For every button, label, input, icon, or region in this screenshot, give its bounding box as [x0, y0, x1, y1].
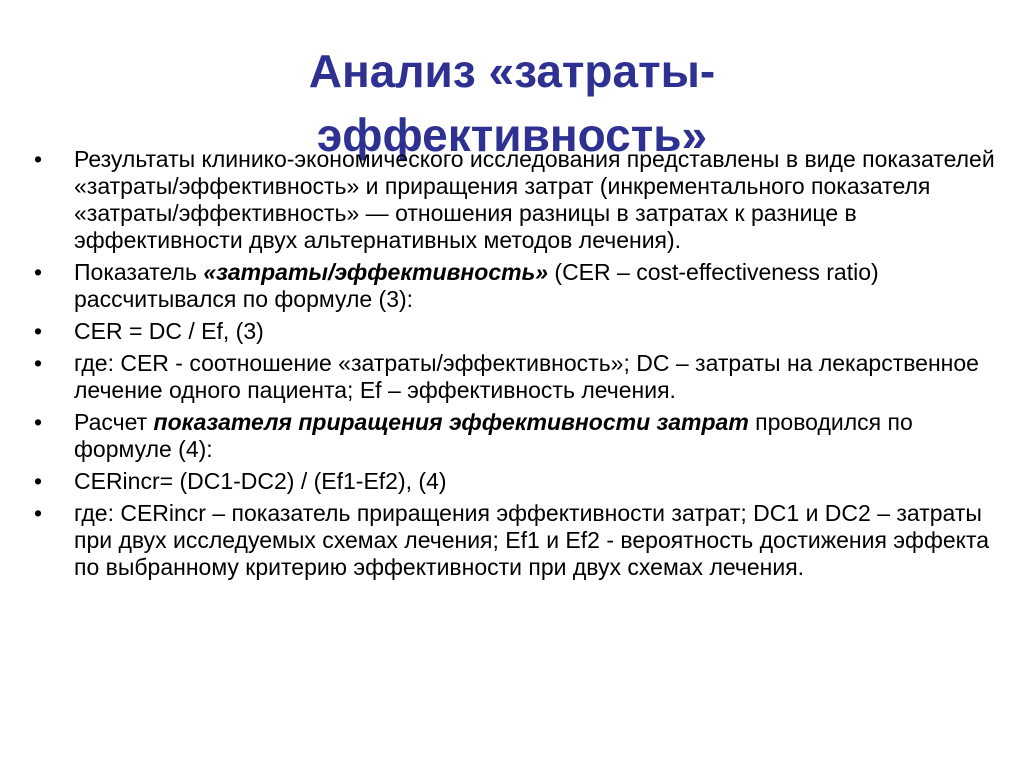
bullet-text-emphasis: «затраты/эффективность»: [203, 259, 549, 285]
bullet-text: где: CERincr – показатель приращения эффективности затрат; DC1 и DC2 – затраты при двух исследуемых схемах лечения; Ef1 и Ef2 - вероятность достижения эффекта по выбранному критерию эффективности при двух схемах лечения.: [74, 500, 990, 580]
bullet-item-incr-legend: [28, 500, 1003, 581]
bullet-text-before: Расчет: [74, 409, 154, 435]
bullet-text-before: Показатель: [74, 259, 204, 285]
bullet-item-cer-formula: [28, 318, 1003, 345]
bullet-list: [28, 146, 1003, 586]
title-line-1: Анализ «затраты-: [308, 44, 716, 97]
bullet-icon: •: [33, 409, 43, 435]
bullet-text: где: CER - соотношение «затраты/эффективность»; DC – затраты на лекарственное лечение одного пациента; Ef – эффективность лечения.: [74, 350, 979, 403]
bullet-item-results: [28, 146, 1003, 254]
bullet-icon: •: [33, 318, 43, 344]
bullet-text: CERincr= (DC1-DC2) / (Ef1-Ef2), (4): [74, 468, 447, 494]
bullet-icon: •: [33, 146, 43, 172]
bullet-item-incr-formula: [28, 468, 1003, 495]
bullet-item-cer-legend: [28, 350, 1003, 404]
bullet-text: Результаты клинико-экономического исследования представлены в виде показателей «затраты/эффективность» и приращения затрат (инкрементального показателя «затраты/эффективность» — отношения разницы в затратах к разнице в эффективности двух альтернативных методов лечения).: [74, 146, 995, 253]
bullet-icon: •: [33, 500, 43, 526]
bullet-text-emphasis: показателя приращения эффективности затрат: [153, 409, 749, 435]
bullet-text: CER = DC / Ef, (3): [74, 318, 264, 344]
title-line-2: эффективность»: [316, 108, 708, 161]
bullet-text-after: (CER – cost-effectiveness ratio) рассчитывался по формуле (3):: [74, 259, 879, 312]
bullet-item-cer-definition: [28, 259, 1003, 313]
bullet-item-incr-definition: [28, 409, 1003, 463]
bullet-icon: •: [33, 468, 43, 494]
bullet-icon: •: [33, 259, 43, 285]
bullet-icon: •: [33, 350, 43, 376]
bullet-text-after: проводился по формуле (4):: [74, 409, 913, 462]
